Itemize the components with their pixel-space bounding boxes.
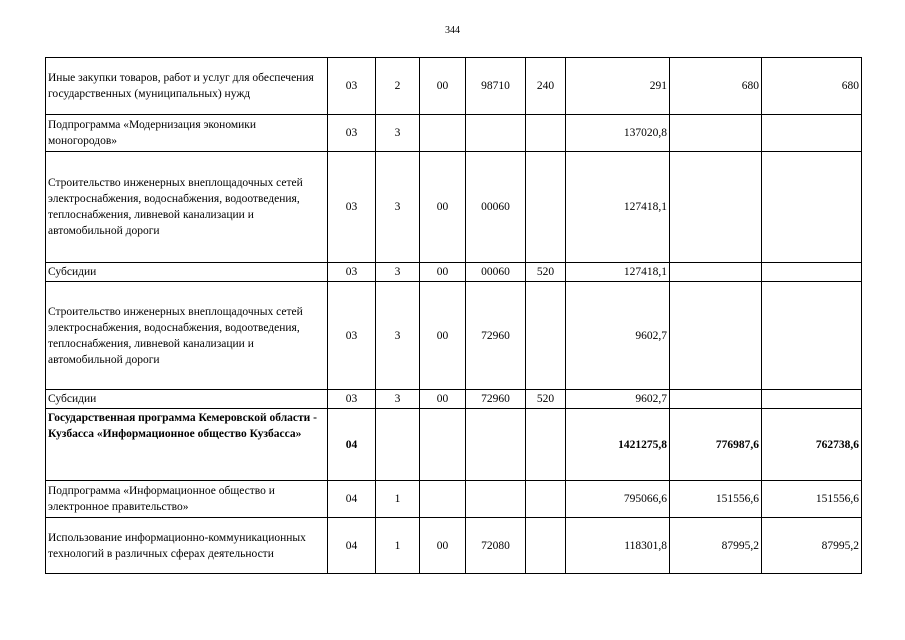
row-program-code: 00 [420, 282, 466, 390]
row-program-code: 00 [420, 518, 466, 574]
row-name: Использование информационно-коммуникационных технологий в различных сферах деятельности [46, 518, 328, 574]
row-subsection-code: 3 [376, 152, 420, 263]
row-subsection-code: 2 [376, 58, 420, 115]
row-value-2 [670, 390, 762, 409]
budget-table [45, 57, 862, 574]
row-value-3: 680 [762, 58, 862, 115]
row-target-code: 00060 [466, 263, 526, 282]
row-value-1: 291 [566, 58, 670, 115]
row-value-1: 118301,8 [566, 518, 670, 574]
row-value-2 [670, 115, 762, 152]
row-program-code: 00 [420, 390, 466, 409]
row-expense-type-code [526, 115, 566, 152]
row-value-3: 87995,2 [762, 518, 862, 574]
row-expense-type-code: 240 [526, 58, 566, 115]
row-target-code [466, 481, 526, 518]
row-expense-type-code [526, 282, 566, 390]
row-subsection-code: 3 [376, 390, 420, 409]
row-subsection-code: 3 [376, 115, 420, 152]
row-value-3 [762, 263, 862, 282]
row-section-code: 03 [328, 115, 376, 152]
row-value-3 [762, 390, 862, 409]
row-target-code [466, 115, 526, 152]
row-value-3: 762738,6 [762, 409, 862, 481]
row-name: Субсидии [46, 390, 328, 409]
table-row [46, 115, 862, 152]
row-value-3 [762, 152, 862, 263]
row-value-3: 151556,6 [762, 481, 862, 518]
row-program-code: 00 [420, 58, 466, 115]
row-name: Иные закупки товаров, работ и услуг для обеспечения государственных (муниципальных) нужд [46, 58, 328, 115]
table-row [46, 390, 862, 409]
row-target-code: 72960 [466, 390, 526, 409]
row-value-1: 127418,1 [566, 263, 670, 282]
row-section-code: 03 [328, 58, 376, 115]
row-name: Строительство инженерных внеплощадочных сетей электроснабжения, водоснабжения, водоотведения, теплоснабжения, ливневой канализации и автомобильной дороги [46, 282, 328, 390]
row-section-code: 03 [328, 152, 376, 263]
row-expense-type-code: 520 [526, 390, 566, 409]
row-subsection-code: 3 [376, 282, 420, 390]
row-name: Подпрограмма «Информационное общество и электронное правительство» [46, 481, 328, 518]
row-value-2: 680 [670, 58, 762, 115]
row-name: Строительство инженерных внеплощадочных сетей электроснабжения, водоснабжения, водоотведения, теплоснабжения, ливневой канализации и автомобильной дороги [46, 152, 328, 263]
table-row [46, 282, 862, 390]
row-section-code: 03 [328, 390, 376, 409]
row-section-code: 04 [328, 518, 376, 574]
row-value-1: 137020,8 [566, 115, 670, 152]
row-value-2 [670, 263, 762, 282]
row-target-code: 98710 [466, 58, 526, 115]
row-subsection-code [376, 409, 420, 481]
row-expense-type-code [526, 481, 566, 518]
row-expense-type-code [526, 518, 566, 574]
row-expense-type-code: 520 [526, 263, 566, 282]
row-program-code [420, 409, 466, 481]
row-value-2: 87995,2 [670, 518, 762, 574]
row-section-code: 04 [328, 481, 376, 518]
row-value-1: 9602,7 [566, 282, 670, 390]
row-target-code: 72960 [466, 282, 526, 390]
row-value-1: 9602,7 [566, 390, 670, 409]
row-name: Субсидии [46, 263, 328, 282]
row-value-2 [670, 282, 762, 390]
row-program-code: 00 [420, 152, 466, 263]
row-name: Подпрограмма «Модернизация экономики моногородов» [46, 115, 328, 152]
row-subsection-code: 1 [376, 518, 420, 574]
table-row [46, 152, 862, 263]
table-row [46, 481, 862, 518]
row-value-3 [762, 115, 862, 152]
row-target-code: 00060 [466, 152, 526, 263]
table-row [46, 518, 862, 574]
page-number: 344 [445, 25, 460, 36]
table-row [46, 409, 862, 481]
row-value-2 [670, 152, 762, 263]
row-value-1: 795066,6 [566, 481, 670, 518]
row-target-code: 72080 [466, 518, 526, 574]
row-section-code: 03 [328, 263, 376, 282]
row-program-code [420, 115, 466, 152]
row-section-code: 03 [328, 282, 376, 390]
row-value-1: 1421275,8 [566, 409, 670, 481]
row-value-3 [762, 282, 862, 390]
row-subsection-code: 3 [376, 263, 420, 282]
row-value-2: 151556,6 [670, 481, 762, 518]
row-program-code [420, 481, 466, 518]
row-value-1: 127418,1 [566, 152, 670, 263]
table-row [46, 58, 862, 115]
row-expense-type-code [526, 409, 566, 481]
row-section-code: 04 [328, 409, 376, 481]
row-value-2: 776987,6 [670, 409, 762, 481]
row-expense-type-code [526, 152, 566, 263]
table-row [46, 263, 862, 282]
row-target-code [466, 409, 526, 481]
row-subsection-code: 1 [376, 481, 420, 518]
row-program-code: 00 [420, 263, 466, 282]
row-name: Государственная программа Кемеровской области - Кузбасса «Информационное общество Кузбасса» [46, 409, 328, 481]
